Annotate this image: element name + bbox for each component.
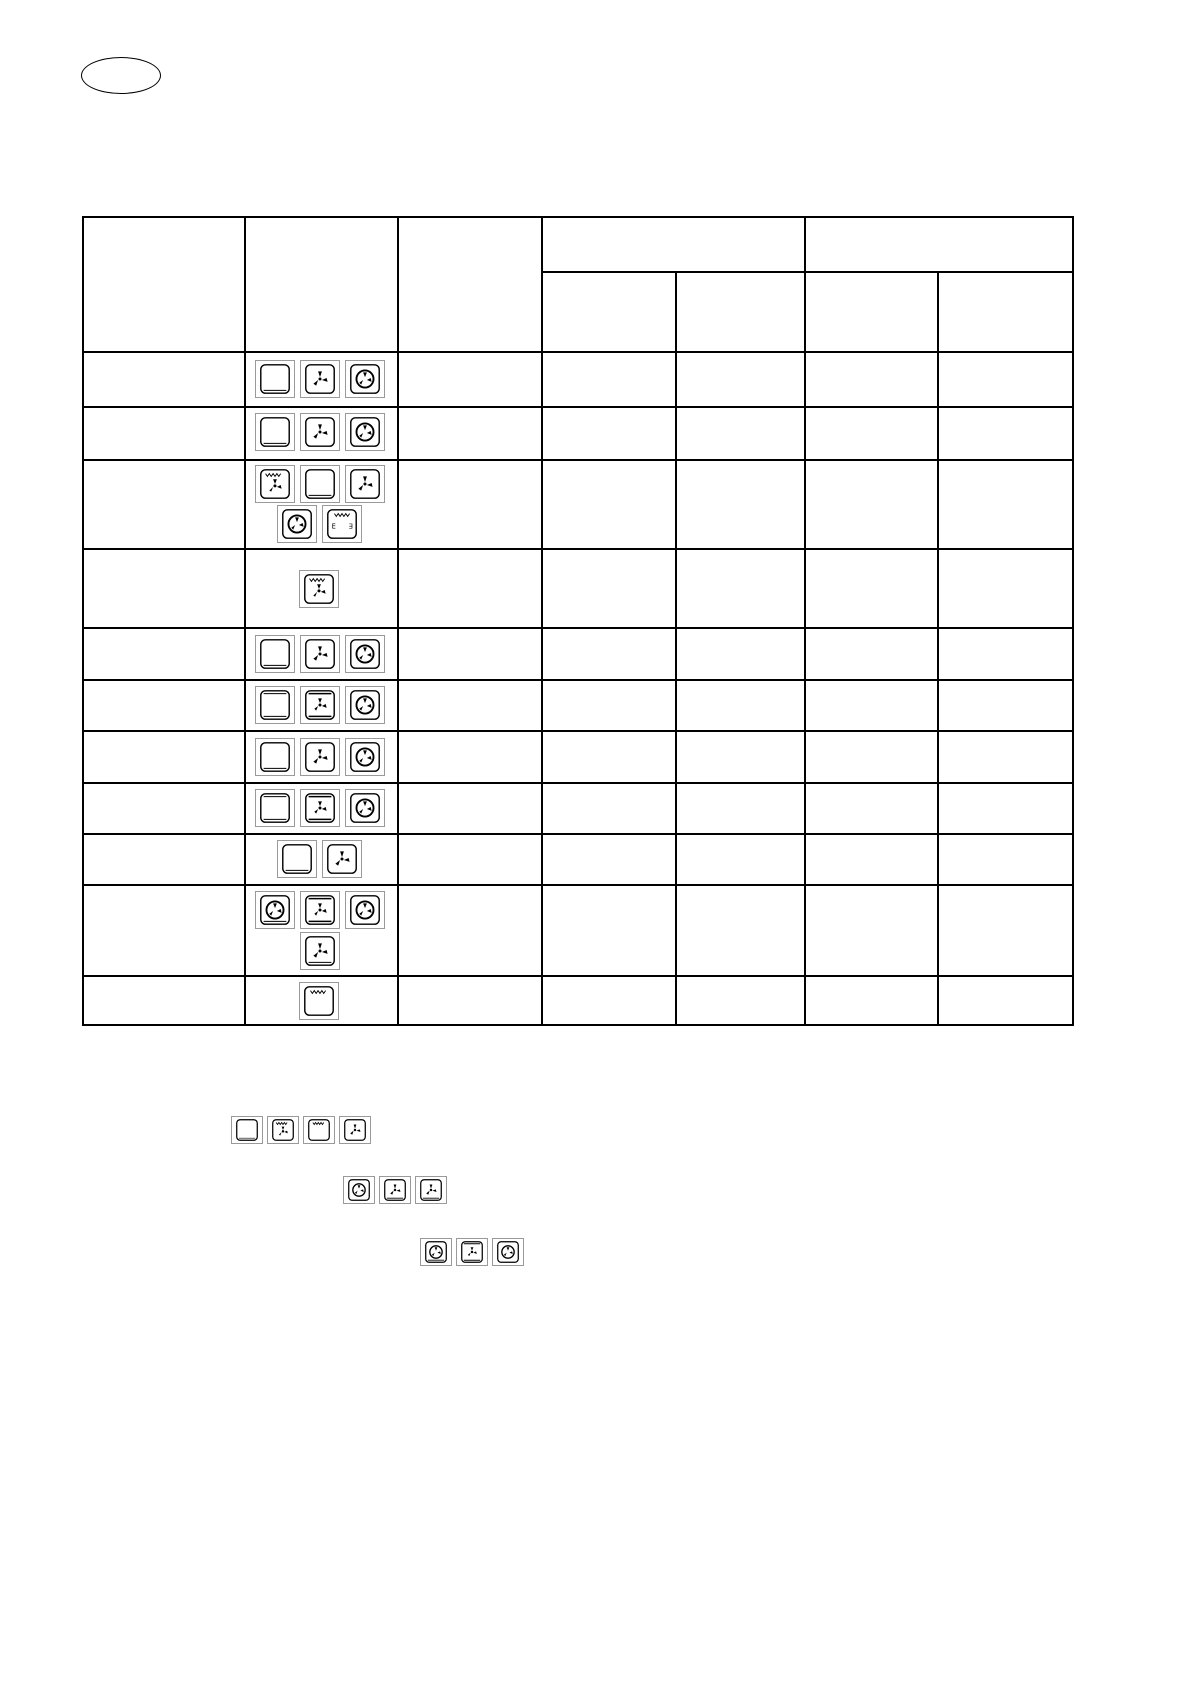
grill-icon [303, 1116, 335, 1144]
fan-icon [300, 932, 340, 970]
table-row-9-icons [277, 840, 362, 878]
fan-ring-icon [255, 891, 295, 929]
fan-icon [300, 360, 340, 398]
table-row-10-icons-line-2 [300, 932, 340, 970]
fan-ring-icon [345, 360, 385, 398]
fan-ring-icon [345, 738, 385, 776]
table-row-6-icons [255, 686, 385, 724]
table-row-1-icons [255, 360, 385, 398]
table-row-10-icons-line-1 [255, 891, 385, 929]
fan-icon [379, 1176, 411, 1204]
fan-icon [300, 635, 340, 673]
oven-plain-icon [255, 789, 295, 827]
fan-ring-icon [492, 1238, 524, 1266]
oven-plain-icon [255, 635, 295, 673]
grill-wide-icon [322, 505, 362, 543]
fan-top-bottom-icon [300, 686, 340, 724]
fan-ring-icon [345, 686, 385, 724]
oven-plain-icon [255, 738, 295, 776]
table-row-3-icons-line-2 [277, 505, 362, 543]
svg-text:E: E [331, 522, 336, 531]
oven-plain-icon [255, 413, 295, 451]
table-row-3-icons-line-1 [255, 465, 385, 503]
fan-ring-icon [345, 789, 385, 827]
fan-ring-icon [345, 413, 385, 451]
note-1-icons [231, 1116, 371, 1144]
svg-text:∃: ∃ [348, 522, 353, 531]
grill-fan-icon [299, 570, 339, 608]
table-row-7-icons [255, 738, 385, 776]
grill-fan-icon [255, 465, 295, 503]
fan-top-bottom-icon [300, 891, 340, 929]
fan-ring-icon [345, 891, 385, 929]
grill-icon [299, 982, 339, 1020]
grill-fan-icon [267, 1116, 299, 1144]
note-2-icons [343, 1176, 447, 1204]
fan-ring-icon [343, 1176, 375, 1204]
fan-ring-icon [277, 505, 317, 543]
fan-top-bottom-icon [300, 789, 340, 827]
table-row-2-icons [255, 413, 385, 451]
table-row-5-icons [255, 635, 385, 673]
fan-top-bottom-icon [456, 1238, 488, 1266]
fan-ring-icon [420, 1238, 452, 1266]
fan-icon [322, 840, 362, 878]
oven-plain-icon [300, 465, 340, 503]
fan-ring-icon [345, 635, 385, 673]
oven-plain-icon [277, 840, 317, 878]
oven-plain-icon [255, 686, 295, 724]
oven-plain-icon [231, 1116, 263, 1144]
oven-plain-icon [255, 360, 295, 398]
note-3-icons [420, 1238, 524, 1266]
fan-icon [345, 465, 385, 503]
fan-icon [300, 413, 340, 451]
fan-icon [300, 738, 340, 776]
fan-icon [415, 1176, 447, 1204]
table-row-11-icons [299, 982, 339, 1020]
table-row-4-icons [299, 570, 339, 608]
table-row-8-icons [255, 789, 385, 827]
fan-icon [339, 1116, 371, 1144]
